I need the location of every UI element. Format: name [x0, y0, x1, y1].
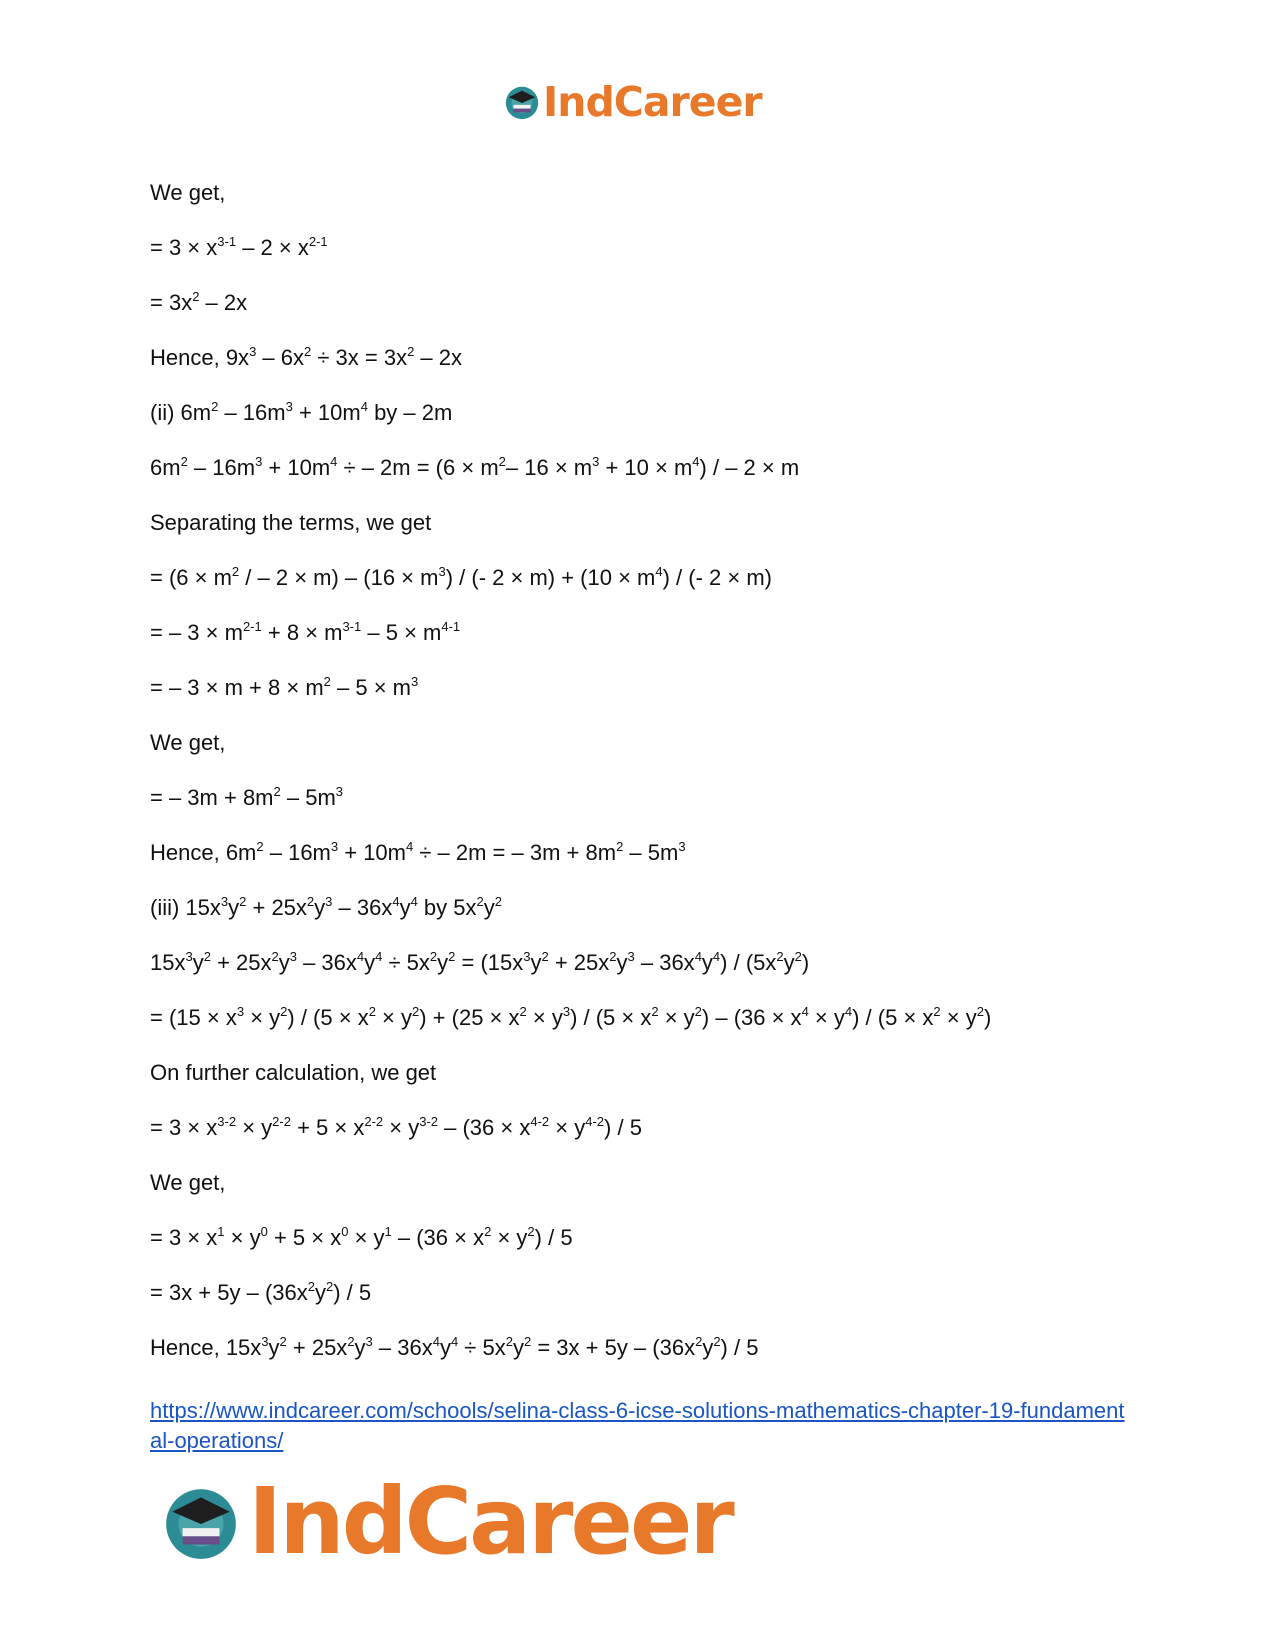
superscript: 2 [279, 1333, 287, 1349]
superscript: 4 [356, 948, 365, 964]
text-line: We get, [150, 1170, 226, 1195]
graduation-globe-icon [160, 1481, 242, 1563]
superscript: 2 [794, 948, 802, 964]
text-line: = – $3m + 8m^2 - 5m^3$ [150, 783, 344, 810]
superscript: 3 [261, 1333, 269, 1349]
superscript: 4 [392, 893, 400, 909]
text-line: = $3 \times x^1 \times y^0 + 5 \times x^0 \times y^1 - (36 \times x^2 \times y^2) / 5$ [150, 1223, 573, 1250]
text-line: On further calculation, we get [150, 1060, 437, 1085]
superscript: 2 [347, 1333, 355, 1349]
superscript: 0 [260, 1223, 268, 1239]
superscript: 2 [519, 1003, 527, 1019]
superscript: 4 [844, 1003, 853, 1019]
superscript: 4 [712, 948, 721, 964]
superscript: 2 [429, 948, 438, 964]
text-line: Hence, $6m^2 - 16m^3 + 10m^4$ ÷ – 2m = – $3m + 8m^2 - 5m^3$ [150, 838, 686, 865]
superscript: 3 [289, 948, 297, 964]
superscript: 4 [406, 838, 414, 854]
superscript: 2 [273, 783, 281, 799]
text-line: Hence, $15x^3y^2 + 25x^2y^3 - 36x^4y^4 \div 5x^2y^2 = 3x + 5y - (36x^2y^2) / 5$ [150, 1333, 759, 1360]
text-line: = $3x^2 - 2x$ [150, 288, 248, 315]
superscript: 3 [592, 453, 600, 469]
superscript: 3 [335, 783, 344, 799]
superscript: 2 [616, 838, 624, 854]
superscript: 2 [523, 1333, 532, 1349]
superscript: 2 [306, 893, 315, 909]
text-line: = $3 \times x^{3-1} - 2 \times x^{2-1}$ [150, 233, 328, 260]
superscript: 3-2 [217, 1113, 237, 1129]
superscript: 2 [933, 1003, 941, 1019]
superscript: 3 [255, 453, 263, 469]
source-link[interactable]: https://www.indcareer.com/schools/selina-class-6-icse-solutions-mathematics-chapter-19-fundamental-operations/ [150, 1398, 1125, 1453]
superscript: 2-1 [242, 618, 262, 634]
solution-text [150, 178, 1150, 1388]
superscript: 2 [694, 1003, 702, 1019]
superscript: 3 [249, 343, 257, 359]
superscript: 0 [341, 1223, 349, 1239]
superscript: 2 [695, 1333, 703, 1349]
superscript: 3-2 [419, 1113, 439, 1129]
text-line: = – $3 \times m + 8 \times m^2 - 5 \times m^3$ [150, 673, 419, 700]
superscript: 4 [801, 1003, 809, 1019]
superscript: 2 [231, 563, 240, 579]
superscript: 2 [323, 673, 331, 689]
text-line: Hence, $9x^3 - 6x^2 \div 3x = 3x^2 - 2x$ [150, 343, 463, 370]
superscript: 2 [271, 948, 279, 964]
superscript: 2 [192, 288, 200, 304]
superscript: 4-2 [585, 1113, 605, 1129]
superscript: 2-2 [272, 1113, 291, 1129]
superscript: 1 [217, 1223, 225, 1239]
superscript: 2 [368, 1003, 376, 1019]
superscript: 2 [307, 1278, 315, 1294]
superscript: 2 [180, 453, 188, 469]
superscript: 2 [484, 1223, 492, 1239]
superscript: 4 [655, 563, 663, 579]
superscript: 2 [498, 453, 506, 469]
superscript: 4 [360, 398, 368, 414]
superscript: 2 [407, 343, 415, 359]
superscript: 1 [384, 1223, 392, 1239]
superscript: 3 [220, 893, 229, 909]
superscript: 2 [239, 893, 247, 909]
superscript: 4 [375, 948, 383, 964]
superscript: 2 [326, 1278, 334, 1294]
text-line: (ii) $6m^2 - 16m^3 + 10m^4$ by – 2m [150, 398, 453, 425]
superscript: 3 [678, 838, 686, 854]
text-line: $15x^3y^2 + 25x^2y^3 - 36x^4y^4 \div 5x^2y^2 = (15x^3y^2 + 25x^2y^3 - 36x^4y^4) / (5x^2y^2)$ [150, 948, 810, 975]
superscript: 2 [651, 1003, 659, 1019]
text-line: We get, [150, 730, 226, 755]
superscript: 2 [976, 1003, 984, 1019]
superscript: 2-1 [308, 233, 328, 249]
superscript: 2 [211, 398, 219, 414]
text-line: = $3x + 5y - (36x^2y^2) / 5$ [150, 1278, 372, 1305]
superscript: 2 [476, 893, 484, 909]
superscript: 2 [256, 838, 264, 854]
superscript: 3 [562, 1003, 571, 1019]
text-line: (iii) $15x^3y^2 + 25x^2y^3 - 36x^4y^4$ by $5x^2y^2$ [150, 893, 502, 920]
superscript: 3 [365, 1333, 373, 1349]
text-line: Separating the terms, we get [150, 510, 432, 535]
superscript: 4 [432, 1333, 440, 1349]
footer-logo[interactable] [160, 1468, 732, 1575]
superscript: 2 [448, 948, 456, 964]
superscript: 4-1 [441, 618, 461, 634]
superscript: 4 [692, 453, 700, 469]
header-logo [503, 78, 762, 126]
superscript: 2 [304, 343, 312, 359]
text-line: = $3 \times x^{3-2} \times y^{2-2} + 5 \times x^{2-2} \times y^{3-2} - (36 \times x^{4-2} \times y^{4-2}) / 5$ [150, 1113, 642, 1140]
text-line: $6m^2 - 16m^3 + 10m^4$ ÷ – $2m = (6 \times m^2-$ $16 \times m^3 + 10 \times m^4$) / – 2 × m [150, 453, 800, 480]
text-line: = – $3 \times m^{2-1} + 8 \times m^{3-1} - 5 \times m^{4-1}$ [150, 618, 461, 645]
superscript: 2 [505, 1333, 513, 1349]
superscript: 3-1 [217, 233, 237, 249]
superscript: 4 [330, 453, 338, 469]
text-line: = ($6 \times m^2$ / – $2 \times m) - (16 \times m^3)$ / (- $2 \times m) + (10 \times m^4)$ / (- 2 × m) [150, 563, 772, 590]
superscript: 2 [527, 1223, 535, 1239]
superscript: 3-1 [342, 618, 362, 634]
superscript: 2 [541, 948, 549, 964]
superscript: 3 [410, 673, 419, 689]
superscript: 3 [330, 838, 339, 854]
superscript: 4 [694, 948, 702, 964]
superscript: 3 [438, 563, 446, 579]
superscript: 4 [410, 893, 418, 909]
superscript: 3 [325, 893, 333, 909]
superscript: 4-2 [530, 1113, 550, 1129]
superscript: 2 [713, 1333, 721, 1349]
superscript: 2 [412, 1003, 420, 1019]
brand-wordmark: IndCareer [248, 1468, 732, 1575]
superscript: 4 [450, 1333, 459, 1349]
text-line: = $(15 \times x^3 \times y^2) / (5 \times x^2 \times y^2) + (25 \times x^2 \times y^3) / (5 \times x^2 \times y^2) - (36 \times x^4 \times y^4) / (5 \times x^2 \times y^2)$ [150, 1003, 992, 1030]
superscript: 2 [494, 893, 502, 909]
brand-wordmark: IndCareer [543, 78, 762, 126]
superscript: 2 [203, 948, 211, 964]
superscript: 3 [185, 948, 193, 964]
superscript: 3 [236, 1003, 245, 1019]
superscript: 3 [523, 948, 531, 964]
text-line: We get, [150, 180, 226, 205]
superscript: 2 [776, 948, 784, 964]
superscript: 3 [285, 398, 293, 414]
superscript: 2 [280, 1003, 288, 1019]
superscript: 3 [627, 948, 635, 964]
superscript: 2 [609, 948, 617, 964]
superscript: 2-2 [364, 1113, 384, 1129]
graduation-globe-icon [503, 83, 541, 121]
